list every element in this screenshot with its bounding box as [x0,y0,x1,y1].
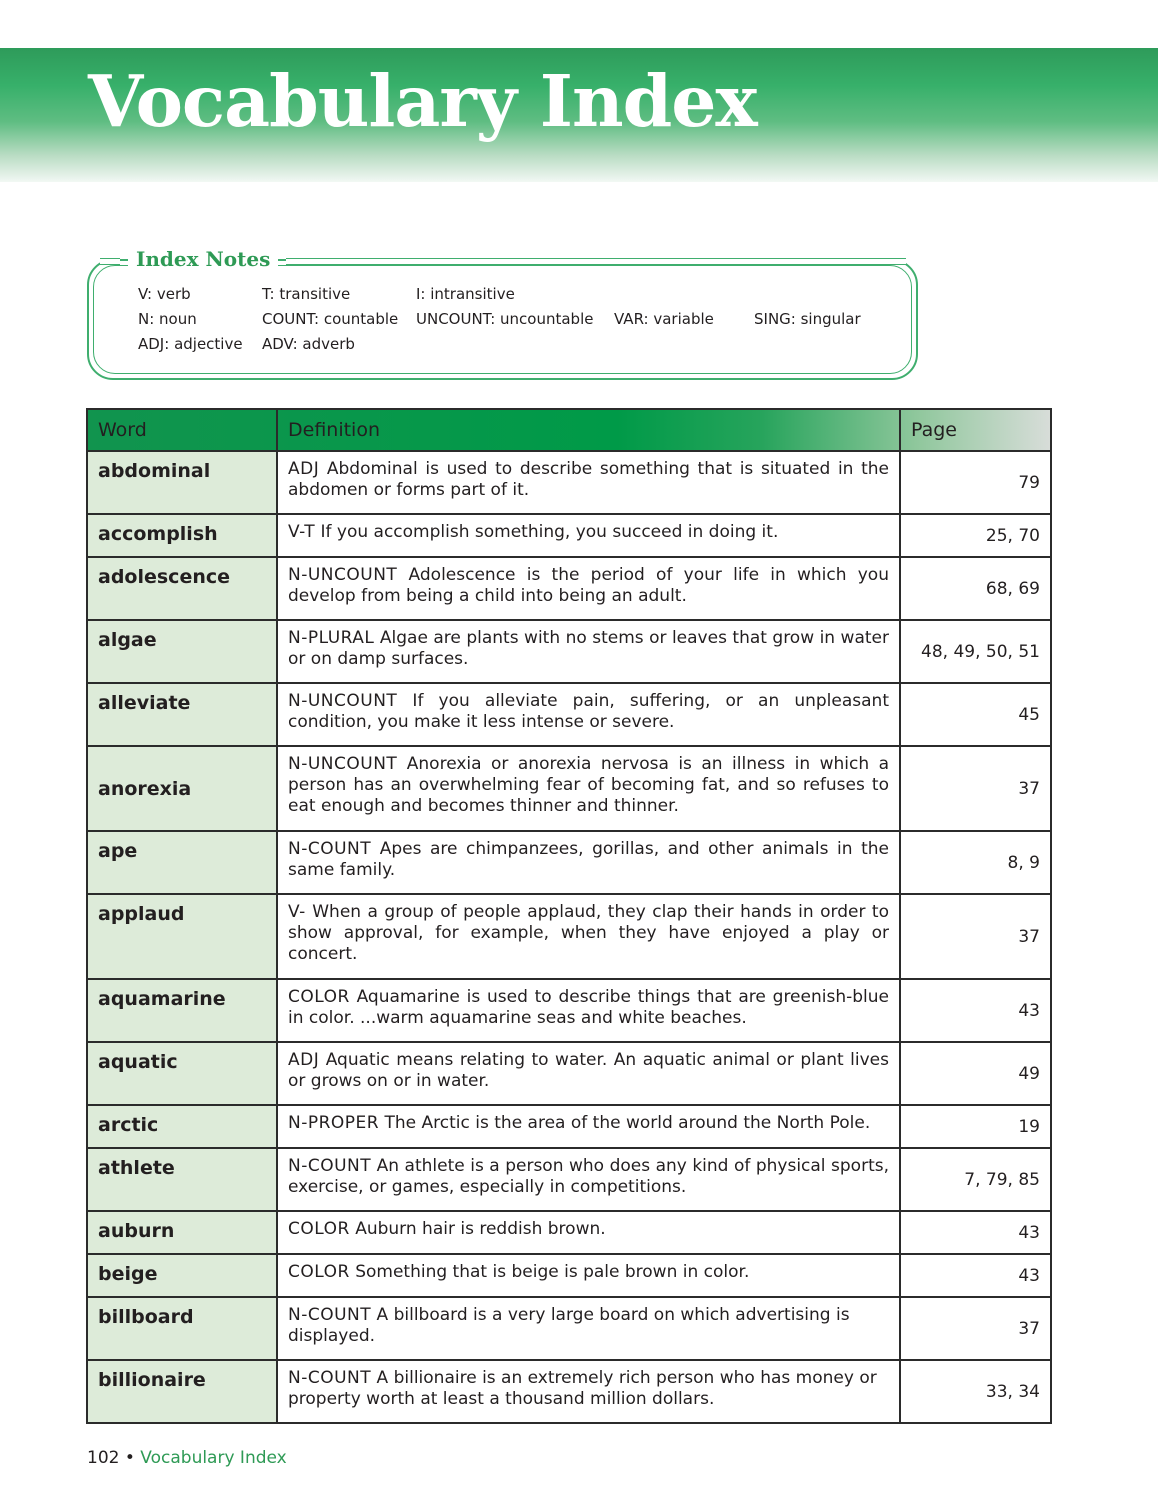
entry-word: anorexia [87,746,277,831]
entry-word: billionaire [87,1360,277,1423]
table-header-row [87,409,1051,451]
entry-part-of-speech: N-COUNT [288,1368,372,1388]
entry-word: auburn [87,1211,277,1254]
footer-separator: • [119,1448,141,1468]
page-number: 102 [87,1448,120,1468]
table-row [87,1360,1051,1423]
note-transitive: T: transitive [262,285,351,303]
table-row [87,1297,1051,1360]
entry-pages: 8, 9 [900,831,1051,894]
entry-pages: 19 [900,1105,1051,1148]
note-uncountable: UNCOUNT: uncountable [416,310,594,328]
notes-rule-right [286,258,906,265]
entry-definition [277,1211,900,1254]
entry-part-of-speech: V-T [288,522,316,542]
entry-part-of-speech: N-COUNT [288,839,372,859]
entry-part-of-speech: COLOR [288,1262,350,1282]
entry-definition-text: Aquamarine is used to describe things that are greenish-blue in color. ...warm aquamarine seas and white beaches. [288,987,889,1028]
entry-definition [277,831,900,894]
page-title: Vocabulary Index [88,59,757,143]
note-singular: SING: singular [754,310,861,328]
entry-part-of-speech: N-PLURAL [288,628,375,648]
entry-definition [277,746,900,831]
entry-part-of-speech: N-UNCOUNT [288,565,398,585]
entry-pages: 37 [900,1297,1051,1360]
table-row [87,1042,1051,1105]
entry-part-of-speech: N-PROPER [288,1113,380,1133]
entry-definition [277,1254,900,1297]
table-row [87,683,1051,746]
entry-definition-text: Apes are chimpanzees, gorillas, and other animals in the same family. [288,839,889,880]
note-countable: COUNT: countable [262,310,399,328]
entry-definition-text: Something that is beige is pale brown in color. [349,1262,750,1282]
entry-word: adolescence [87,557,277,620]
entry-definition-text: Aquatic means relating to water. An aquatic animal or plant lives or grows on or in water. [288,1050,889,1091]
entry-part-of-speech: N-UNCOUNT [288,754,398,774]
entry-definition [277,979,900,1042]
entry-definition [277,1105,900,1148]
entry-word: algae [87,620,277,683]
entry-definition [277,683,900,746]
table-row [87,894,1051,979]
table-row [87,451,1051,514]
entry-definition [277,557,900,620]
footer-section-title: Vocabulary Index [140,1448,287,1468]
entry-part-of-speech: ADJ [288,1050,320,1070]
entry-definition-text: Anorexia or anorexia nervosa is an illness in which a person has an overwhelming fear of becoming fat, and so refuses to eat enough and becomes thinner and thinner. [288,754,889,816]
entry-definition-text: Auburn hair is reddish brown. [349,1219,606,1239]
entry-definition [277,1360,900,1423]
entry-word: arctic [87,1105,277,1148]
entry-definition [277,1297,900,1360]
entry-word: accomplish [87,514,277,557]
entry-pages: 79 [900,451,1051,514]
entry-definition-text: When a group of people applaud, they clap their hands in order to show approval, for example, when they have enjoyed a play or concert. [288,902,889,964]
column-header-definition: Definition [277,409,900,451]
table-row [87,831,1051,894]
note-adjective: ADJ: adjective [138,335,243,353]
table-row [87,557,1051,620]
entry-definition [277,451,900,514]
entry-definition-text: Adolescence is the period of your life in which you develop from being a child into being an adult. [288,565,889,606]
entry-word: applaud [87,894,277,979]
entry-part-of-speech: N-UNCOUNT [288,691,398,711]
entry-pages: 48, 49, 50, 51 [900,620,1051,683]
entry-word: beige [87,1254,277,1297]
entry-definition [277,894,900,979]
entry-definition-text: If you accomplish something, you succeed in doing it. [315,522,779,542]
entry-word: ape [87,831,277,894]
entry-part-of-speech: N-COUNT [288,1305,372,1325]
entry-word: billboard [87,1297,277,1360]
entry-word: abdominal [87,451,277,514]
entry-part-of-speech: COLOR [288,987,350,1007]
entry-pages: 43 [900,1211,1051,1254]
index-notes-title: Index Notes [128,246,278,272]
table-row [87,979,1051,1042]
entry-definition-text: Abdominal is used to describe something that is situated in the abdomen or forms part of it. [288,459,889,500]
entry-definition [277,1042,900,1105]
note-adverb: ADV: adverb [262,335,355,353]
note-intransitive: I: intransitive [416,285,515,303]
entry-pages: 68, 69 [900,557,1051,620]
entry-pages: 43 [900,1254,1051,1297]
entry-pages: 33, 34 [900,1360,1051,1423]
entry-pages: 37 [900,746,1051,831]
note-variable: VAR: variable [614,310,714,328]
entry-word: aquamarine [87,979,277,1042]
entry-definition-text: A billboard is a very large board on which advertising is displayed. [288,1305,850,1346]
entry-part-of-speech: V- [288,902,306,922]
entry-definition [277,514,900,557]
entry-part-of-speech: N-COUNT [288,1156,372,1176]
entry-pages: 37 [900,894,1051,979]
entry-definition-text: Algae are plants with no stems or leaves that grow in water or on damp surfaces. [288,628,889,669]
table-row [87,1211,1051,1254]
table-row [87,514,1051,557]
entry-part-of-speech: COLOR [288,1219,350,1239]
entry-word: athlete [87,1148,277,1211]
entry-definition-text: A billionaire is an extremely rich person who has money or property worth at least a thousand million dollars. [288,1368,877,1409]
page-footer [87,1448,287,1468]
entry-definition-text: An athlete is a person who does any kind of physical sports, exercise, or games, especially in competitions. [288,1156,889,1197]
vocabulary-table [86,408,1052,1424]
entry-pages: 45 [900,683,1051,746]
note-verb: V: verb [138,285,191,303]
notes-rule-left [100,258,120,265]
note-noun: N: noun [138,310,197,328]
entry-pages: 43 [900,979,1051,1042]
entry-word: aquatic [87,1042,277,1105]
table-row [87,620,1051,683]
entry-pages: 7, 79, 85 [900,1148,1051,1211]
column-header-word: Word [87,409,277,451]
table-row [87,746,1051,831]
entry-definition [277,620,900,683]
entry-definition-text: The Arctic is the area of the world around the North Pole. [379,1113,871,1133]
entry-pages: 49 [900,1042,1051,1105]
entry-definition-text: If you alleviate pain, suffering, or an unpleasant condition, you make it less intense or severe. [288,691,889,732]
table-row [87,1105,1051,1148]
table-row [87,1148,1051,1211]
table-row [87,1254,1051,1297]
column-header-page: Page [900,409,1051,451]
entry-word: alleviate [87,683,277,746]
entry-definition [277,1148,900,1211]
entry-part-of-speech: ADJ [288,459,320,479]
entry-pages: 25, 70 [900,514,1051,557]
